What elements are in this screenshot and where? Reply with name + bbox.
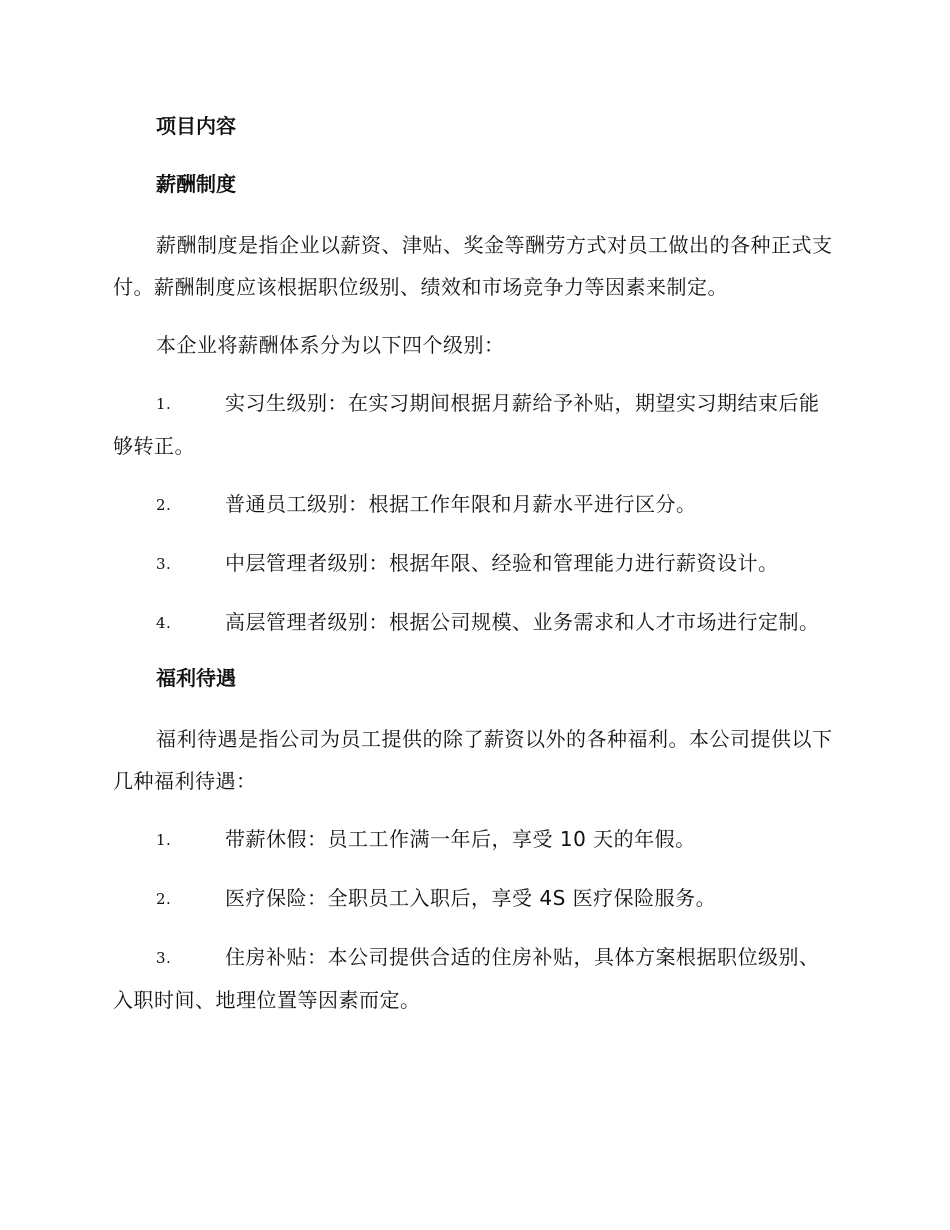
list-item-text: 中层管理者级别：根据年限、经验和管理能力进行薪资设计。 xyxy=(225,551,779,575)
welfare-list-item xyxy=(113,936,835,1021)
list-number: 3. xyxy=(156,949,172,967)
list-number: 4. xyxy=(156,614,172,632)
list-number: 1. xyxy=(156,395,172,413)
list-item-text: 带薪休假：员工工作满一年后，享受 10 天的年假。 xyxy=(225,827,696,851)
list-number: 3. xyxy=(156,555,172,573)
salary-heading: 薪酬制度 xyxy=(156,172,236,196)
salary-intro: 薪酬制度是指企业以薪资、津贴、奖金等酬劳方式对员工做出的各种正式支付。薪酬制度应该根据职位级别、绩效和市场竞争力等因素来制定。 xyxy=(113,233,833,299)
welfare-intro: 福利待遇是指公司为员工提供的除了薪资以外的各种福利。本公司提供以下几种福利待遇： xyxy=(113,727,833,793)
list-item-text: 医疗保险：全职员工入职后，享受 4S 医疗保险服务。 xyxy=(225,886,717,910)
list-number: 1. xyxy=(156,831,172,849)
salary-lead: 本企业将薪酬体系分为以下四个级别： xyxy=(156,333,505,357)
document-title: 项目内容 xyxy=(156,114,236,138)
list-item-text: 实习生级别：在实习期间根据月薪给予补贴，期望实习期结束后能够转正。 xyxy=(113,391,820,458)
list-item-text: 住房补贴：本公司提供合适的住房补贴，具体方案根据职位级别、入职时间、地理位置等因素而定。 xyxy=(113,945,820,1012)
list-number: 2. xyxy=(156,890,172,908)
welfare-list-item xyxy=(113,877,835,920)
salary-list-item xyxy=(113,483,835,526)
welfare-heading: 福利待遇 xyxy=(156,666,236,690)
document-page xyxy=(113,108,835,1037)
salary-list-item xyxy=(113,601,835,644)
list-item-text: 普通员工级别：根据工作年限和月薪水平进行区分。 xyxy=(225,492,697,516)
welfare-list-item xyxy=(113,818,835,861)
list-number: 2. xyxy=(156,496,172,514)
list-item-text: 高层管理者级别：根据公司规模、业务需求和人才市场进行定制。 xyxy=(225,610,820,634)
salary-list-item xyxy=(113,542,835,585)
salary-list-item xyxy=(113,382,835,467)
